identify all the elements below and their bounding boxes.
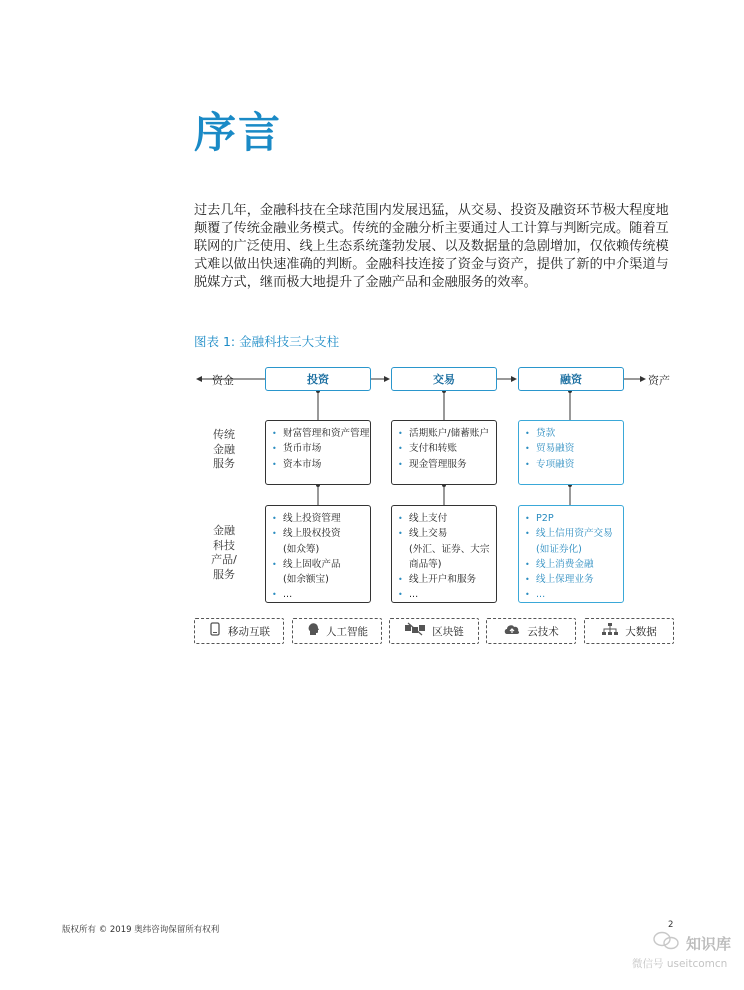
wechat-logo-icon bbox=[652, 931, 680, 951]
traditional-box-trade bbox=[391, 420, 497, 485]
watermark-subtitle: 微信号 useitcomcn bbox=[632, 958, 728, 970]
list-item: • 货币市场 bbox=[272, 441, 364, 456]
tech-label: 区块链 bbox=[432, 625, 464, 638]
header-finance: 融资 bbox=[518, 367, 624, 391]
list-item: • 现金管理服务 bbox=[398, 457, 490, 472]
fintech-box-invest bbox=[265, 505, 371, 603]
list-item: • 线上固收产品 bbox=[272, 557, 364, 572]
list-item: 商品等) bbox=[409, 558, 442, 570]
list-item: • ... bbox=[398, 587, 490, 602]
cloud-icon bbox=[503, 622, 521, 640]
funds-label: 资金 bbox=[212, 374, 234, 387]
traditional-box-invest bbox=[265, 420, 371, 485]
traditional-box-finance bbox=[518, 420, 624, 485]
header-trade: 交易 bbox=[391, 367, 497, 391]
list-item: • P2P bbox=[525, 511, 617, 526]
list-item: • ... bbox=[272, 587, 364, 602]
copyright-footer: 版权所有 © 2019 奥纬咨询保留所有权利 bbox=[62, 925, 220, 935]
ai-head-icon bbox=[306, 622, 320, 640]
list-item: • 贷款 bbox=[525, 426, 617, 441]
list-item: • 线上投资管理 bbox=[272, 511, 364, 526]
list-item: • 支付和转账 bbox=[398, 441, 490, 456]
list-item: • 线上股权投资 bbox=[272, 526, 364, 541]
list-item: • 专项融资 bbox=[525, 457, 617, 472]
list-item: • 线上保理业务 bbox=[525, 572, 617, 587]
list-item: (如众筹) bbox=[283, 543, 320, 555]
row-label-traditional: 传统 金融 服务 bbox=[213, 428, 235, 470]
list-item: (如余额宝) bbox=[283, 574, 329, 586]
tech-ai bbox=[292, 618, 382, 644]
fintech-list-invest bbox=[272, 511, 364, 603]
row-label-fintech: 金融 科技 产品/ 服务 bbox=[211, 524, 237, 581]
network-icon bbox=[601, 622, 619, 640]
tech-label: 大数据 bbox=[625, 625, 657, 638]
fintech-box-finance bbox=[518, 505, 624, 603]
fintech-list-trade bbox=[398, 511, 490, 603]
list-item: (如证券化) bbox=[536, 543, 582, 555]
list-item: (外汇、证券、大宗 bbox=[409, 543, 490, 555]
tech-blockchain bbox=[389, 618, 479, 644]
header-invest: 投资 bbox=[265, 367, 371, 391]
list-item: • 资本市场 bbox=[272, 457, 364, 472]
list-item: • 线上开户和服务 bbox=[398, 572, 490, 587]
list-item: • 线上消费金融 bbox=[525, 557, 617, 572]
fintech-box-trade bbox=[391, 505, 497, 603]
tech-label: 人工智能 bbox=[326, 625, 368, 638]
tech-label: 移动互联 bbox=[228, 625, 270, 638]
figure-caption: 图表 1: 金融科技三大支柱 bbox=[194, 334, 340, 349]
list-item: • 线上信用资产交易 bbox=[525, 526, 617, 541]
intro-paragraph: 过去几年，金融科技在全球范围内发展迅猛，从交易、投资及融资环节极大程度地颠覆了传统金融业务模式。传统的金融分析主要通过人工计算与判断完成。随着互联网的广泛使用、线上生态系统蓬勃发展、以及数据量的急剧增加，仅依赖传统模式难以做出快速准确的判断。金融科技连接了资金与资产，提供了新的中介渠道与脱媒方式，继而极大地提升了金融产品和金融服务的效率。 bbox=[194, 203, 669, 290]
list-item: • 线上支付 bbox=[398, 511, 490, 526]
mobile-icon bbox=[208, 622, 222, 640]
tech-cloud bbox=[486, 618, 576, 644]
tech-mobile bbox=[194, 618, 284, 644]
tech-bigdata bbox=[584, 618, 674, 644]
list-item: • 活期账户/储蓄账户 bbox=[398, 426, 490, 441]
fintech-list-finance bbox=[525, 511, 617, 603]
watermark-title: 知识库 bbox=[686, 935, 732, 953]
assets-label: 资产 bbox=[648, 374, 670, 387]
list-item: • 线上交易 bbox=[398, 526, 490, 541]
list-item: • 贸易融资 bbox=[525, 441, 617, 456]
tech-label: 云技术 bbox=[527, 625, 559, 638]
blockchain-icon bbox=[404, 622, 426, 640]
page-title: 序言 bbox=[194, 108, 283, 157]
list-item: • ... bbox=[525, 587, 617, 602]
page-number: 2 bbox=[668, 920, 674, 930]
list-item: • 财富管理和资产管理 bbox=[272, 426, 364, 441]
